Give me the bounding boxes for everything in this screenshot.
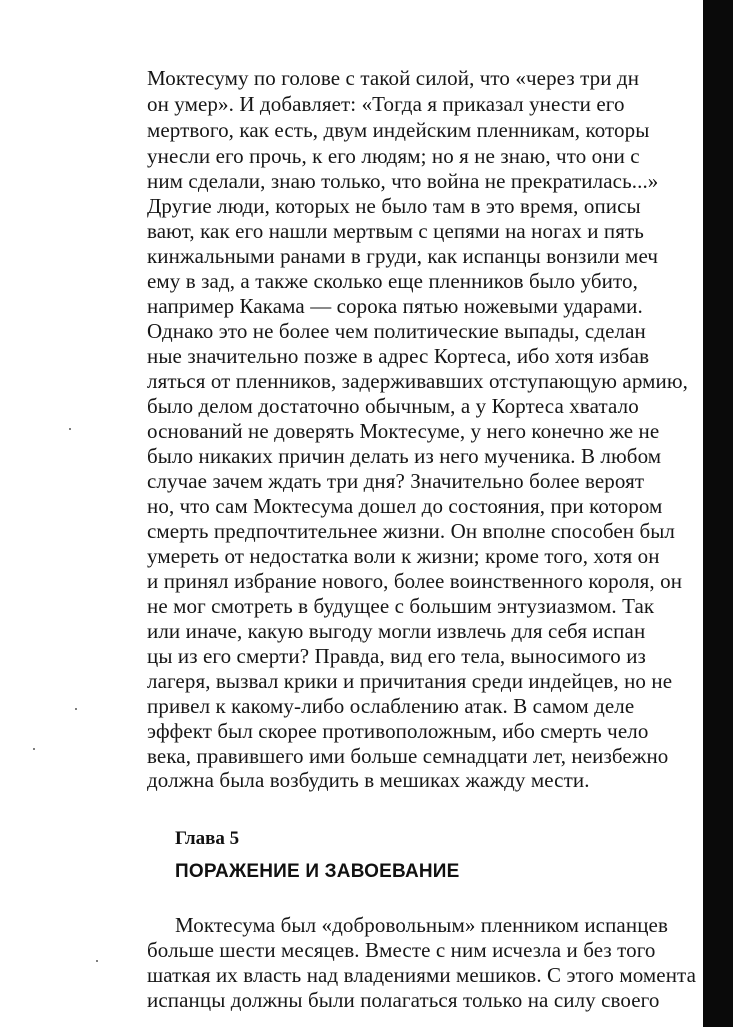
text-line: умереть от недостатка воли к жизни; кроме того, хотя он [147,544,660,568]
text-line: унесли его прочь, к его людям; но я не знаю, что они с [147,144,640,168]
text-line: шаткая их власть над владениями мешиков. С этого момента [147,963,697,987]
text-line: века, правившего ими больше семнадцати лет, неизбежно [147,744,669,768]
text-line: он умер». И добавляет: «Тогда я приказал унести его [147,92,625,116]
text-line: лагеря, вызвал крики и причитания среди индейцев, но не [147,669,673,693]
text-line: больше шести месяцев. Вместе с ним исчезла и без того [147,938,656,962]
text-line: было никаких причин делать из него мученика. В любом [147,444,662,468]
text-line: привел к какому-либо ослаблению атак. В самом деле [147,694,635,718]
text-line: Однако это не более чем политические выпады, сделан [147,319,646,343]
text-line: испанцы должны были полагаться только на силу своего [147,988,660,1012]
text-line: эффект был скорее противоположным, ибо смерть чело [147,719,649,743]
text-line: например Какама — сорока пятью ножевыми ударами. [147,294,643,318]
text-line: ним сделали, знаю только, что война не прекратилась...» [147,169,659,193]
scan-speck [33,748,35,750]
scan-edge-shadow [703,0,733,1027]
text-line: было делом достаточно обычным, а у Кортеса хватало [147,394,639,418]
text-line: или иначе, какую выгоду могли извлечь для себя испан [147,619,646,643]
scan-speck [75,708,77,710]
text-line: ему в зад, а также сколько еще пленников было убито, [147,269,638,293]
text-line: мертвого, как есть, двум индейским пленникам, которы [147,118,650,142]
text-line: цы из его смерти? Правда, вид его тела, выносимого из [147,644,646,668]
text-line: Моктесуму по голове с такой силой, что «через три дн [147,66,640,90]
text-line: Моктесума был «добровольным» пленником испанцев [175,913,668,937]
text-line: и принял избрание нового, более воинственного короля, он [147,569,683,593]
scan-speck [96,960,98,962]
text-line: смерть предпочтительнее жизни. Он вполне способен был [147,519,676,543]
text-line: оснований не доверять Моктесуме, у него конечно же не [147,419,660,443]
text-line: но, что сам Моктесума дошел до состояния, при котором [147,494,663,518]
chapter-number: Глава 5 [175,828,240,849]
text-line: Другие люди, которых не было там в это время, описы [147,194,641,218]
text-line: ляться от пленников, задерживавших отступающую армию, [147,369,688,393]
text-line: должна была возбудить в мешиках жажду мести. [147,768,590,792]
chapter-title: ПОРАЖЕНИЕ И ЗАВОЕВАНИЕ [175,861,460,882]
text-line: случае зачем ждать три дня? Значительно более вероят [147,469,645,493]
text-line: кинжальными ранами в груди, как испанцы вонзили меч [147,244,659,268]
scan-speck [69,428,71,430]
text-line: вают, как его нашли мертвым с цепями на ногах и пять [147,219,644,243]
text-line: не мог смотреть в будущее с большим энтузиазмом. Так [147,594,655,618]
text-line: ные значительно позже в адрес Кортеса, ибо хотя избав [147,344,650,368]
